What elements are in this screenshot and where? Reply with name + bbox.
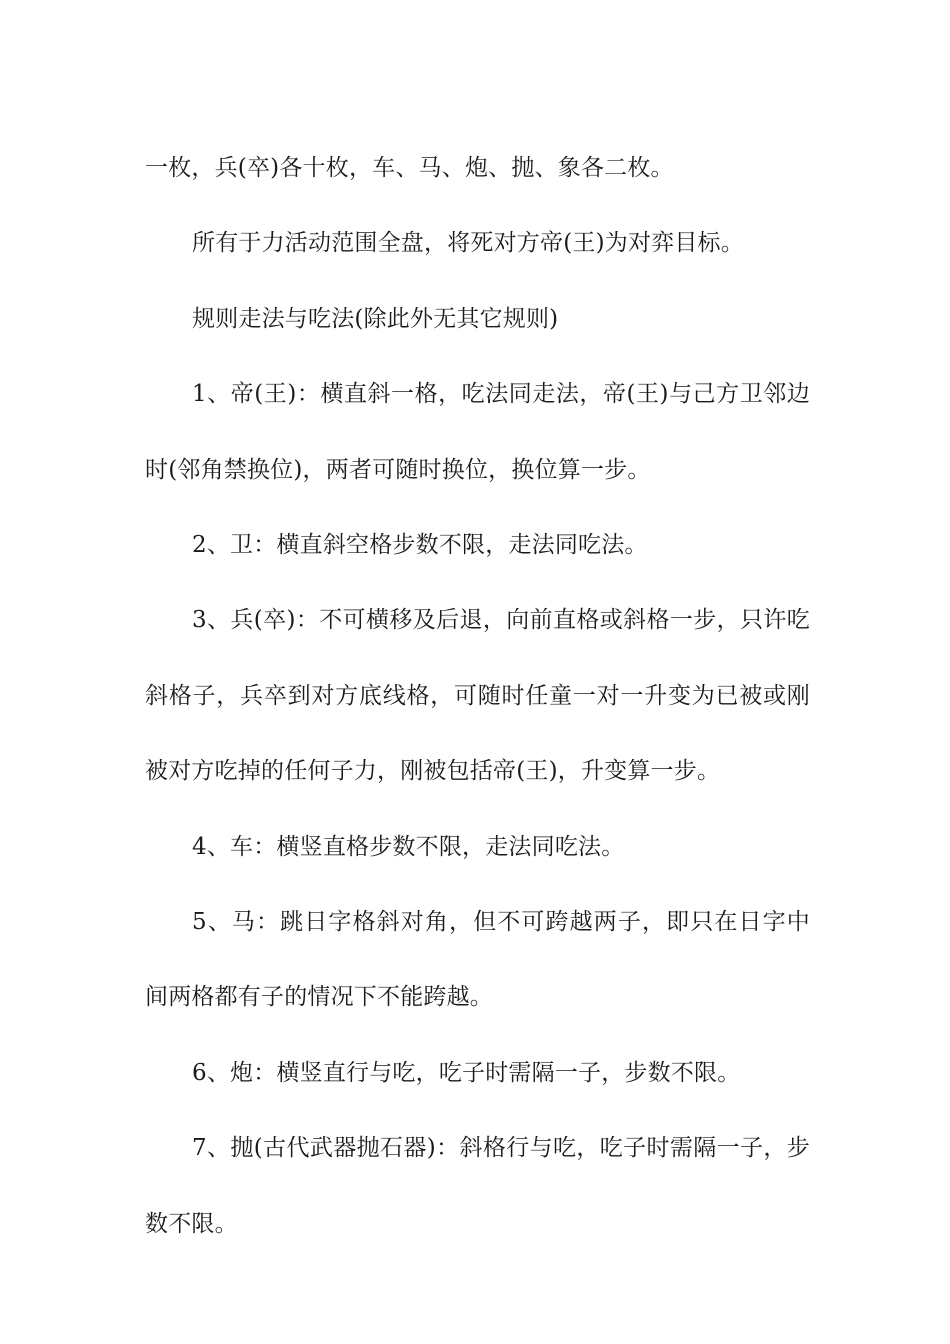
paragraph-6: 3、兵(卒)：不可横移及后退，向前直格或斜格一步，只许吃斜格子，兵卒到对方底线格，可随时任童一对一升变为已被或刚被对方吃掉的任何子力，刚被包括帝(王)，升变算一步。 — [145, 607, 810, 785]
document-body — [145, 131, 810, 1262]
paragraph-8: 5、马：跳日字格斜对角，但不可跨越两子，即只在日字中间两格都有子的情况下不能跨越。 — [145, 909, 810, 1011]
paragraph-1: 一枚，兵(卒)各十枚，车、马、炮、抛、象各二枚。 — [145, 155, 674, 181]
paragraph-4: 1、帝(王)：横直斜一格，吃法同走法，帝(王)与己方卫邻边时(邻角禁换位)，两者可随时换位，换位算一步。 — [145, 381, 810, 483]
paragraph-3: 规则走法与吃法(除此外无其它规则) — [192, 305, 559, 332]
paragraph-9: 6、炮：横竖直行与吃，吃子时需隔一子，步数不限。 — [192, 1059, 741, 1086]
paragraph-10: 7、抛(古代武器抛石器)：斜格行与吃，吃子时需隔一子，步数不限。 — [145, 1135, 810, 1237]
paragraph-2: 所有于力活动范围全盘，将死对方帝(王)为对弈目标。 — [192, 230, 744, 257]
paragraph-7: 4、车：横竖直格步数不限，走法同吃法。 — [192, 833, 625, 860]
paragraph-5: 2、卫：横直斜空格步数不限，走法同吃法。 — [192, 532, 648, 559]
